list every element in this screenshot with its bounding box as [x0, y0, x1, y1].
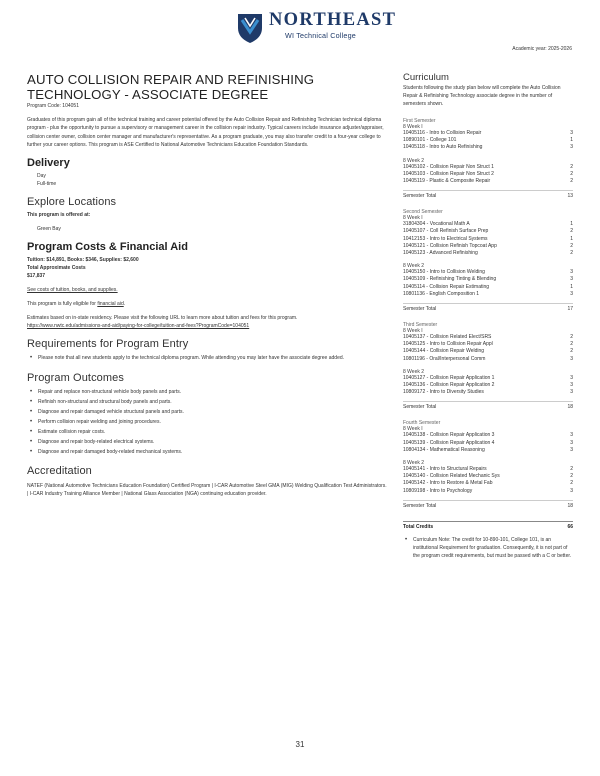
- week-label: 8 Week 2: [403, 263, 425, 270]
- course-credits: 3: [570, 487, 573, 494]
- financial-aid-link[interactable]: financial aid: [97, 301, 124, 308]
- course-row: [403, 334, 573, 341]
- outcomes-heading: Program Outcomes: [27, 372, 124, 385]
- week-label: 8 Week 2: [403, 460, 425, 467]
- program-description: Graduates of this program gain all of the technical training and career potential offered by the Auto Collision Repair and Refinishing Technician technical diploma program - plus the opportunity to pursue a supervisory or management career in the collision repair industry. Typical careers include insurance adjuster/appraiser, collision center owner, collision center manager and manufacturer's representative. As a program graduate, you may also transfer credit to a four-year college to further your career options. This program is ASE Certified to National Automotive Technicians Education Foundation Standards.: [27, 117, 384, 148]
- course-name: 10801136 - English Composition 1: [403, 290, 480, 297]
- week-label: 8 Week I: [403, 426, 423, 433]
- course-name: 10405137 - Collision Related Elect/SRS: [403, 334, 492, 341]
- accreditation-text: NATEF (National Automotive Technicians Education Foundation) Certified Program | I-CAR Automotive Steel GMA (MIG) Welding Qualification Test Administrators. | I-CAR Industry Training Alliance Member | National Glass Association (NGA) continuing education provider.: [27, 483, 387, 498]
- semester-total-row: [403, 190, 573, 199]
- course-row: [403, 130, 573, 137]
- semester-total-value: 18: [567, 404, 573, 411]
- course-credits: 3: [570, 130, 573, 136]
- curriculum-heading: Curriculum: [403, 72, 449, 83]
- costs-heading: Program Costs & Financial Aid: [27, 241, 188, 254]
- list-item: • Diagnose and repair damaged vehicle structural panels and parts.: [27, 408, 387, 418]
- semester-total-value: 13: [567, 193, 573, 200]
- course-row: [403, 480, 573, 487]
- course-row: [403, 432, 573, 439]
- course-credits: 2: [570, 466, 573, 473]
- accreditation-heading: Accreditation: [27, 465, 92, 478]
- page-number: 31: [295, 740, 305, 749]
- campus-name: Green Bay: [37, 226, 61, 233]
- course-name: 10405118 - Intro to Auto Refinishing: [403, 144, 483, 151]
- week-label: 8 Week 2: [403, 368, 425, 375]
- course-credits: 3: [570, 269, 573, 276]
- semester-total-label: Semester Total: [403, 404, 437, 411]
- semester-block: [403, 209, 573, 312]
- semester-total-value: 17: [567, 306, 573, 313]
- course-credits: 3: [570, 374, 573, 381]
- requirements-heading: Requirements for Program Entry: [27, 338, 189, 351]
- week-label: 8 Week 2: [403, 157, 425, 164]
- course-name: 10405139 - Collision Repair Application 4: [403, 439, 495, 446]
- course-credits: 3: [570, 439, 573, 446]
- course-row: [403, 284, 573, 291]
- course-name: 10405138 - Collision Repair Application 3: [403, 432, 495, 439]
- course-credits: 2: [570, 348, 573, 355]
- course-credits: 1: [570, 283, 573, 290]
- right-column: [403, 72, 573, 560]
- estimates-note: Estimates based on in-state residency. Please visit the following URL to learn more about tuition and fees for this program.: [27, 315, 298, 322]
- list-item: • Please note that all new students apply to the technical diploma program. While attending you may later have the associate degree added.: [27, 354, 387, 364]
- aid-suffix: .: [123, 301, 126, 308]
- week-label: 8 Week I: [403, 124, 423, 130]
- course-name: 10405140 - Collision Related Mechanic Sys: [403, 473, 500, 480]
- locations-offered: This program is offered at:: [27, 212, 91, 219]
- left-column: [27, 72, 387, 498]
- semester-heading: Fourth Semester: [403, 420, 441, 427]
- course-name: 10405121 - Collision Refinish Topcoat App: [403, 242, 497, 249]
- course-credits: 2: [570, 228, 573, 235]
- course-row: [403, 488, 573, 495]
- academic-year: Academic year: 2025-2026: [512, 46, 572, 52]
- course-row: [403, 447, 573, 454]
- semester-total-label: Semester Total: [403, 193, 437, 200]
- aid-prefix: This program is fully eligible for: [27, 301, 98, 308]
- course-credits: 3: [570, 355, 573, 362]
- course-credits: 2: [570, 480, 573, 487]
- list-item: • Refinish non-structural and structural body panels and parts.: [27, 398, 387, 408]
- course-credits: 3: [570, 290, 573, 297]
- course-row: [403, 137, 573, 144]
- list-item: • Estimate collision repair costs.: [27, 428, 387, 438]
- course-row: [403, 144, 573, 151]
- course-row: [403, 466, 573, 473]
- course-name: 10405109 - Refinishing Tinting & Blending: [403, 276, 497, 283]
- course-row: [403, 341, 573, 348]
- course-name: 10809172 - Intro to Diversity Studies: [403, 389, 484, 396]
- course-name: 10405144 - Collision Repair Welding: [403, 348, 485, 355]
- course-name: 31804304 - Vocational Math A: [403, 221, 470, 228]
- college-subtitle: WI Technical College: [285, 31, 356, 40]
- course-credits: 2: [570, 334, 573, 341]
- semester-total-value: 18: [567, 502, 573, 509]
- course-name: 10809198 - Intro to Psychology: [403, 487, 473, 494]
- course-row: [403, 228, 573, 235]
- course-row: [403, 164, 573, 171]
- course-name: 10405123 - Advanced Refinishing: [403, 250, 478, 257]
- course-name: 10405150 - Intro to Collision Welding: [403, 269, 485, 276]
- course-credits: 1: [570, 221, 573, 228]
- semester-total-label: Semester Total: [403, 306, 437, 313]
- course-credits: 2: [570, 473, 573, 480]
- course-name: 10405107 - Coll Refinish Surface Prep: [403, 228, 489, 235]
- total-costs-value: $17,837: [27, 273, 46, 280]
- course-name: 10405141 - Intro to Structural Repairs: [403, 466, 487, 473]
- course-row: [403, 389, 573, 396]
- course-name: 10405125 - Intro to Collision Repair Appl: [403, 341, 493, 348]
- week-label: 8 Week I: [403, 328, 423, 335]
- outcomes-list: [27, 388, 387, 457]
- semester-heading: Second Semester: [403, 209, 443, 216]
- delivery-item: Day: [37, 173, 46, 180]
- course-credits: 2: [570, 178, 573, 185]
- course-credits: 2: [570, 250, 573, 257]
- delivery-item: Full-time: [37, 181, 57, 188]
- course-name: 10405114 - Collision Repair Estimating: [403, 283, 490, 290]
- course-credits: 1: [570, 235, 573, 242]
- course-row: [403, 171, 573, 178]
- course-row: [403, 382, 573, 389]
- semester-block: [403, 420, 573, 508]
- page-header: [0, 0, 600, 60]
- course-name: 10405103 - Collision Repair Non Struct 2: [403, 170, 494, 177]
- semester-block: [403, 118, 573, 199]
- costs-link[interactable]: See costs of tuition, books, and supplies.: [27, 287, 118, 294]
- course-row: [403, 178, 573, 185]
- course-name: 10405102 - Collision Repair Non Struct 1: [403, 163, 494, 170]
- course-credits: 3: [570, 389, 573, 396]
- total-credits-label: Total Credits: [403, 523, 434, 530]
- course-name: 10405142 - Intro to Restore & Metal Fab: [403, 480, 493, 487]
- course-row: [403, 243, 573, 250]
- total-costs-label: Total Approximate Costs: [27, 265, 86, 272]
- page-title: AUTO COLLISION REPAIR AND REFINISHING TECHNOLOGY - ASSOCIATE DEGREE: [27, 72, 315, 102]
- course-row: [403, 356, 573, 363]
- course-name: 10801196 - Oral/Interpersonal Comm: [403, 355, 486, 362]
- college-name: NORTHEAST: [269, 10, 397, 30]
- course-name: 10405119 - Plastic & Composite Repair: [403, 178, 491, 185]
- program-code: Program Code: 104051: [27, 103, 79, 109]
- list-item: • Diagnose and repair damaged body-related mechanical systems.: [27, 448, 387, 458]
- course-row: [403, 269, 573, 276]
- shield-logo-icon: [236, 12, 264, 44]
- course-credits: 3: [570, 144, 573, 151]
- semester-total-row: [403, 401, 573, 410]
- course-row: [403, 440, 573, 447]
- course-row: [403, 236, 573, 243]
- course-row: [403, 276, 573, 283]
- semester-heading: First Semester: [403, 118, 436, 124]
- semester-total-row: [403, 500, 573, 509]
- course-row: [403, 348, 573, 355]
- college-logo: [236, 10, 397, 50]
- requirements-list: [27, 354, 387, 364]
- course-row: [403, 221, 573, 228]
- total-credits-value: 66: [567, 523, 573, 530]
- delivery-heading: Delivery: [27, 157, 70, 170]
- delivery-list: [27, 172, 387, 188]
- list-item: • Diagnose and repair body-related electrical systems.: [27, 438, 387, 448]
- course-credits: 3: [570, 446, 573, 453]
- course-name: 10412153 - Intro to Electrical Systems: [403, 235, 488, 242]
- course-credits: 3: [570, 276, 573, 283]
- course-credits: 3: [570, 432, 573, 439]
- course-row: [403, 473, 573, 480]
- course-name: 10405136 - Collision Repair Application 2: [403, 382, 495, 389]
- course-row: [403, 291, 573, 298]
- total-credits-row: [403, 521, 573, 530]
- tuition-url[interactable]: https://www.nwtc.edu/admissions-and-aid/paying-for-college/tuition-and-fees?ProgramCode=104051: [27, 323, 250, 330]
- semester-list: [403, 118, 573, 509]
- semester-heading: Third Semester: [403, 322, 438, 329]
- course-name: 10405116 - Intro to Collision Repair: [403, 130, 482, 136]
- semester-total-row: [403, 303, 573, 312]
- curriculum-note: • Curriculum Note: The credit for 10-890-101, College 101, is an institutional Requirement for graduation. Consequently, it is not part of the program credit requirements, but must be passed with a C or better.: [403, 536, 573, 560]
- cost-breakdown: Tuition: $14,891, Books: $346, Supplies: $2,600: [27, 257, 139, 264]
- course-row: [403, 250, 573, 257]
- course-name: 10804134 - Mathematical Reasoning: [403, 446, 485, 453]
- week-label: 8 Week I: [403, 215, 423, 222]
- list-item: • Perform collision repair welding and joining procedures.: [27, 418, 387, 428]
- course-credits: 2: [570, 170, 573, 177]
- course-credits: 3: [570, 382, 573, 389]
- course-name: 10890101 - College 101: [403, 137, 457, 144]
- semester-total-label: Semester Total: [403, 502, 437, 509]
- list-item: • Repair and replace non-structural vehicle body panels and parts.: [27, 388, 387, 398]
- course-credits: 2: [570, 163, 573, 170]
- course-name: 10405127 - Collision Repair Application 1: [403, 374, 495, 381]
- course-credits: 2: [570, 242, 573, 249]
- course-credits: 1: [570, 137, 573, 144]
- financial-aid-line: [27, 300, 387, 308]
- course-row: [403, 375, 573, 382]
- locations-heading: Explore Locations: [27, 196, 117, 209]
- semester-block: [403, 322, 573, 410]
- curriculum-intro: Students following the study plan below will complete the Auto Collision Repair & Refinishing Technology associate degree in the number of semesters shown.: [403, 85, 561, 107]
- course-credits: 2: [570, 341, 573, 348]
